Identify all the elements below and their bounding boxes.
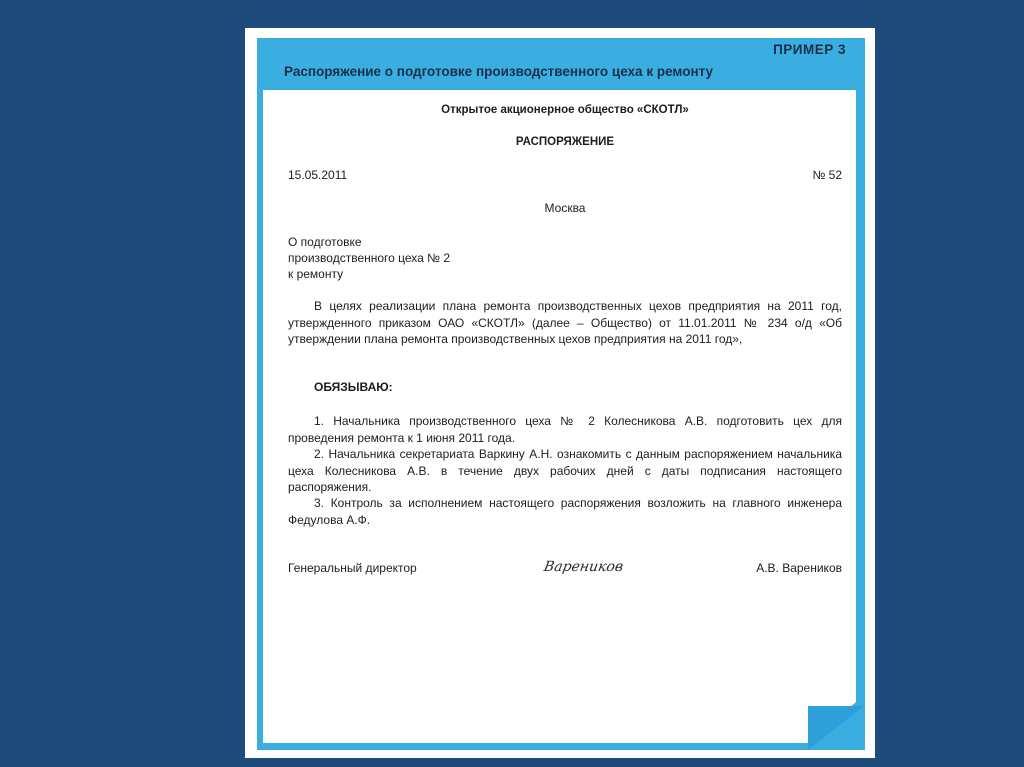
preamble-paragraph: В целях реализации плана ремонта производственных цехов предприятия на 2011 год, утвержденного приказом ОАО «СКОТЛ» (далее – Общество) от 11.01.2011 № 234 о/д «Об утверждении плана ремонта производственных цехов предприятия на 2011 год», [288, 299, 842, 346]
order-item: 1. Начальника производственного цеха № 2 Колесникова А.В. подготовить цех для проведения ремонта к 1 июня 2011 года. [288, 414, 842, 445]
order-item: 3. Контроль за исполнением настоящего распоряжения возложить на главного инженера Федулова А.Ф. [288, 496, 842, 527]
document-subject [288, 234, 450, 282]
example-label: ПРИМЕР 3 [773, 42, 846, 57]
directive-heading: ОБЯЗЫВАЮ: [314, 380, 393, 394]
document-city: Москва [544, 201, 586, 215]
subject-line: производственного цеха № 2 [288, 251, 451, 265]
signer-position: Генеральный директор [288, 561, 417, 575]
subject-line: О подготовке [288, 235, 362, 249]
organization-name: Открытое акционерное общество «СКОТЛ» [441, 104, 689, 116]
document-date: 15.05.2011 [288, 168, 348, 182]
order-item: 2. Начальника секретариата Варкину А.Н. ознакомить с данным распоряжением начальника цеха Колесникова А.В. в течение двух рабочих дней с даты подписания настоящего распоряжения. [288, 447, 842, 494]
document-number: № 52 [812, 168, 842, 182]
subject-line: к ремонту [288, 267, 344, 281]
document-type: РАСПОРЯЖЕНИЕ [515, 136, 615, 148]
example-title: Распоряжение о подготовке производственного цеха к ремонту [284, 64, 714, 79]
signer-name: А.В. Вареников [756, 561, 842, 575]
handwritten-signature: Вареников [542, 559, 625, 575]
